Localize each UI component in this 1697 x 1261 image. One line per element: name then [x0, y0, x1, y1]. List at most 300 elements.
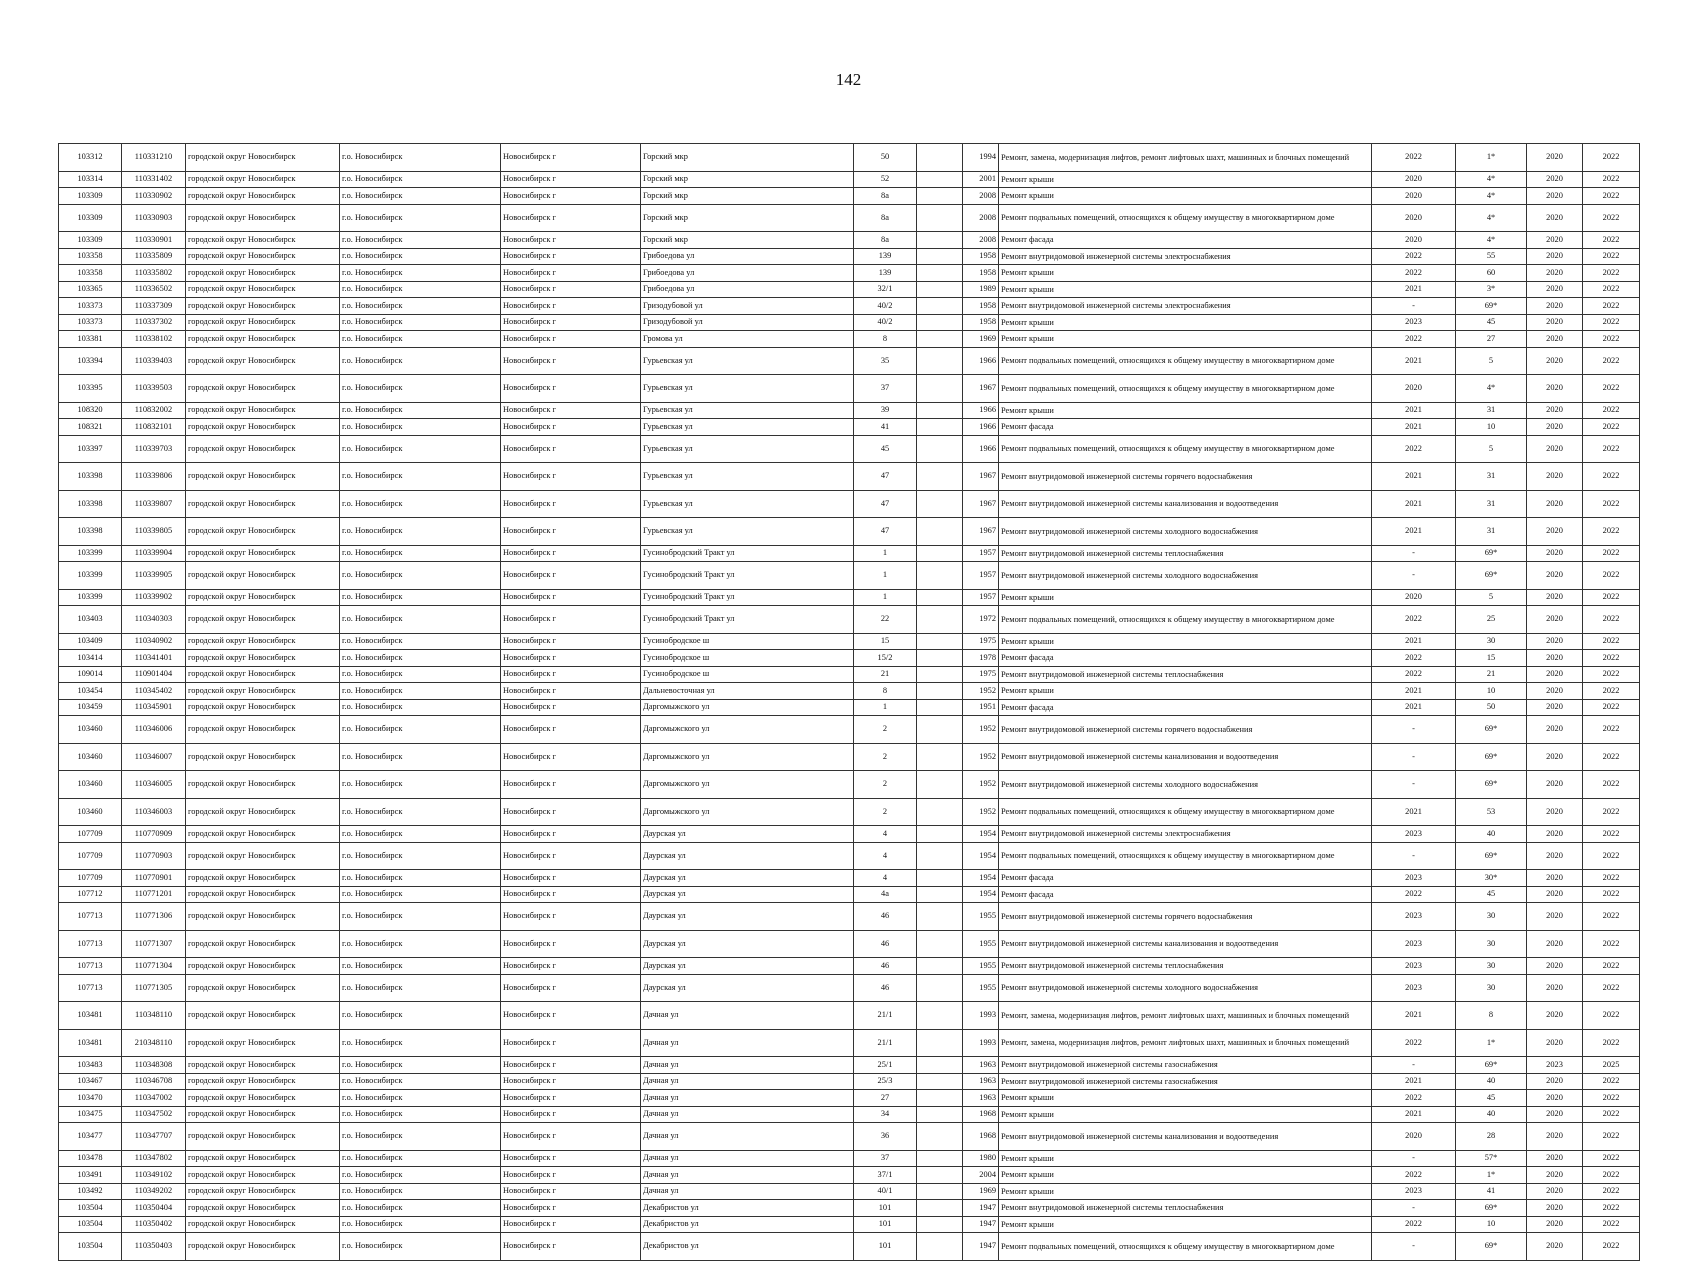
cell-settlement: Новосибирск г — [501, 248, 641, 265]
cell-period-end: 2022 — [1583, 1216, 1640, 1233]
cell-period-end: 2022 — [1583, 974, 1640, 1002]
table-row — [59, 545, 1640, 562]
cell-program-code: 110348110 — [122, 1002, 186, 1030]
cell-house-number: 40/2 — [854, 314, 917, 331]
cell-city-district: г.о. Новосибирск — [340, 903, 501, 931]
cell-settlement: Новосибирск г — [501, 265, 641, 282]
cell-reason-code: 55 — [1456, 248, 1527, 265]
cell-municipality: городской округ Новосибирск — [186, 435, 340, 463]
cell-house-number: 46 — [854, 903, 917, 931]
cell-house-id: 107709 — [59, 870, 122, 887]
cell-work-type: Ремонт внутридомовой инженерной системы электроснабжения — [999, 248, 1372, 265]
cell-reason-code: 31 — [1456, 490, 1527, 518]
cell-period-start: 2020 — [1527, 463, 1583, 491]
cell-plan-year: 2022 — [1372, 886, 1456, 903]
cell-work-type: Ремонт подвальных помещений, относящихся к общему имуществу в многоквартирном доме — [999, 347, 1372, 375]
cell-settlement: Новосибирск г — [501, 1106, 641, 1123]
cell-house-id: 103395 — [59, 375, 122, 403]
cell-house-number: 1 — [854, 562, 917, 590]
cell-house-id: 103460 — [59, 716, 122, 744]
cell-build-year: 2008 — [963, 188, 999, 205]
table-row — [59, 886, 1640, 903]
cell-reason-code: 60 — [1456, 265, 1527, 282]
cell-plan-year: 2022 — [1372, 666, 1456, 683]
cell-street: Гурьевская ул — [641, 419, 854, 436]
cell-period-end: 2022 — [1583, 562, 1640, 590]
cell-work-type: Ремонт внутридомовой инженерной системы холодного водоснабжения — [999, 518, 1372, 546]
cell-house-id: 103358 — [59, 265, 122, 282]
cell-street: Гурьевская ул — [641, 402, 854, 419]
cell-program-code: 110346005 — [122, 771, 186, 799]
cell-municipality: городской округ Новосибирск — [186, 1057, 340, 1074]
cell-house-id: 103460 — [59, 771, 122, 799]
cell-plan-year: 2023 — [1372, 1183, 1456, 1200]
cell-street: Даурская ул — [641, 886, 854, 903]
table-row — [59, 248, 1640, 265]
cell-house-id: 103478 — [59, 1150, 122, 1167]
cell-plan-year: - — [1372, 771, 1456, 799]
cell-build-year: 1952 — [963, 683, 999, 700]
cell-municipality: городской округ Новосибирск — [186, 870, 340, 887]
cell-street: Дачная ул — [641, 1057, 854, 1074]
cell-program-code: 110337309 — [122, 298, 186, 315]
cell-build-year: 1963 — [963, 1073, 999, 1090]
table-row — [59, 281, 1640, 298]
cell-period-start: 2020 — [1527, 650, 1583, 667]
cell-period-end: 2022 — [1583, 589, 1640, 606]
cell-house-number: 101 — [854, 1200, 917, 1217]
cell-build-year: 1954 — [963, 826, 999, 843]
cell-program-code: 110345901 — [122, 699, 186, 716]
cell-build-year: 1967 — [963, 490, 999, 518]
cell-city-district: г.о. Новосибирск — [340, 1183, 501, 1200]
cell-settlement: Новосибирск г — [501, 903, 641, 931]
cell-municipality: городской округ Новосибирск — [186, 314, 340, 331]
cell-build-year: 1954 — [963, 842, 999, 870]
cell-municipality: городской округ Новосибирск — [186, 144, 340, 172]
cell-program-code: 110771305 — [122, 974, 186, 1002]
cell-street: Гурьевская ул — [641, 518, 854, 546]
cell-municipality: городской округ Новосибирск — [186, 1090, 340, 1107]
cell-house-id: 107713 — [59, 930, 122, 958]
cell-street: Даурская ул — [641, 870, 854, 887]
table-row — [59, 870, 1640, 887]
cell-street: Гурьевская ул — [641, 463, 854, 491]
cell-build-year: 1966 — [963, 402, 999, 419]
cell-building — [917, 743, 963, 771]
cell-program-code: 110346006 — [122, 716, 186, 744]
cell-street: Гризодубовой ул — [641, 298, 854, 315]
cell-reason-code: 30 — [1456, 903, 1527, 931]
cell-city-district: г.о. Новосибирск — [340, 331, 501, 348]
cell-period-end: 2022 — [1583, 375, 1640, 403]
table-row — [59, 402, 1640, 419]
cell-work-type: Ремонт крыши — [999, 171, 1372, 188]
cell-program-code: 110331210 — [122, 144, 186, 172]
cell-period-start: 2020 — [1527, 232, 1583, 249]
cell-municipality: городской округ Новосибирск — [186, 930, 340, 958]
cell-settlement: Новосибирск г — [501, 771, 641, 799]
cell-building — [917, 1150, 963, 1167]
cell-period-start: 2020 — [1527, 1123, 1583, 1151]
cell-house-number: 1 — [854, 589, 917, 606]
table-row — [59, 562, 1640, 590]
cell-work-type: Ремонт подвальных помещений, относящихся к общему имуществу в многоквартирном доме — [999, 1233, 1372, 1261]
cell-building — [917, 771, 963, 799]
table-row — [59, 1200, 1640, 1217]
cell-city-district: г.о. Новосибирск — [340, 1002, 501, 1030]
cell-plan-year: 2023 — [1372, 826, 1456, 843]
cell-settlement: Новосибирск г — [501, 298, 641, 315]
cell-build-year: 1955 — [963, 974, 999, 1002]
cell-municipality: городской округ Новосибирск — [186, 545, 340, 562]
cell-period-end: 2022 — [1583, 281, 1640, 298]
cell-city-district: г.о. Новосибирск — [340, 232, 501, 249]
cell-settlement: Новосибирск г — [501, 798, 641, 826]
cell-building — [917, 1090, 963, 1107]
cell-build-year: 1954 — [963, 886, 999, 903]
cell-reason-code: 53 — [1456, 798, 1527, 826]
cell-period-start: 2020 — [1527, 842, 1583, 870]
cell-street: Даурская ул — [641, 842, 854, 870]
cell-period-end: 2022 — [1583, 545, 1640, 562]
cell-building — [917, 1073, 963, 1090]
cell-settlement: Новосибирск г — [501, 463, 641, 491]
cell-work-type: Ремонт крыши — [999, 1216, 1372, 1233]
cell-reason-code: 50 — [1456, 699, 1527, 716]
cell-municipality: городской округ Новосибирск — [186, 974, 340, 1002]
cell-program-code: 110771304 — [122, 958, 186, 975]
cell-municipality: городской округ Новосибирск — [186, 232, 340, 249]
table-row — [59, 633, 1640, 650]
cell-building — [917, 347, 963, 375]
cell-build-year: 1993 — [963, 1002, 999, 1030]
cell-program-code: 110771307 — [122, 930, 186, 958]
cell-reason-code: 5 — [1456, 347, 1527, 375]
cell-period-start: 2020 — [1527, 870, 1583, 887]
cell-plan-year: - — [1372, 298, 1456, 315]
cell-program-code: 110770903 — [122, 842, 186, 870]
cell-reason-code: 1* — [1456, 1029, 1527, 1057]
cell-program-code: 110347502 — [122, 1106, 186, 1123]
cell-house-number: 39 — [854, 402, 917, 419]
cell-plan-year: 2022 — [1372, 435, 1456, 463]
cell-period-end: 2022 — [1583, 606, 1640, 634]
cell-reason-code: 69* — [1456, 1233, 1527, 1261]
cell-work-type: Ремонт внутридомовой инженерной системы газоснабжения — [999, 1073, 1372, 1090]
cell-build-year: 1967 — [963, 518, 999, 546]
cell-city-district: г.о. Новосибирск — [340, 298, 501, 315]
cell-reason-code: 1* — [1456, 144, 1527, 172]
cell-work-type: Ремонт крыши — [999, 402, 1372, 419]
cell-build-year: 1952 — [963, 798, 999, 826]
cell-street: Грибоедова ул — [641, 281, 854, 298]
cell-settlement: Новосибирск г — [501, 1029, 641, 1057]
cell-settlement: Новосибирск г — [501, 347, 641, 375]
cell-municipality: городской округ Новосибирск — [186, 903, 340, 931]
cell-period-start: 2020 — [1527, 930, 1583, 958]
cell-reason-code: 10 — [1456, 419, 1527, 436]
cell-house-number: 46 — [854, 974, 917, 1002]
cell-city-district: г.о. Новосибирск — [340, 314, 501, 331]
cell-city-district: г.о. Новосибирск — [340, 463, 501, 491]
cell-work-type: Ремонт подвальных помещений, относящихся к общему имуществу в многоквартирном доме — [999, 375, 1372, 403]
cell-street: Гусинобродское ш — [641, 666, 854, 683]
cell-house-id: 107712 — [59, 886, 122, 903]
cell-house-number: 8а — [854, 188, 917, 205]
cell-period-end: 2022 — [1583, 666, 1640, 683]
cell-reason-code: 69* — [1456, 545, 1527, 562]
cell-city-district: г.о. Новосибирск — [340, 402, 501, 419]
cell-house-id: 103309 — [59, 232, 122, 249]
cell-street: Декабристов ул — [641, 1233, 854, 1261]
cell-municipality: городской округ Новосибирск — [186, 1183, 340, 1200]
cell-plan-year: 2021 — [1372, 798, 1456, 826]
cell-reason-code: 31 — [1456, 463, 1527, 491]
cell-street: Громова ул — [641, 331, 854, 348]
cell-building — [917, 518, 963, 546]
table-row — [59, 1029, 1640, 1057]
cell-municipality: городской округ Новосибирск — [186, 1002, 340, 1030]
cell-period-end: 2022 — [1583, 1073, 1640, 1090]
cell-build-year: 1975 — [963, 666, 999, 683]
cell-period-start: 2020 — [1527, 562, 1583, 590]
cell-plan-year: 2022 — [1372, 265, 1456, 282]
table-row — [59, 331, 1640, 348]
cell-house-id: 103399 — [59, 589, 122, 606]
cell-house-number: 101 — [854, 1233, 917, 1261]
table-row — [59, 650, 1640, 667]
cell-house-number: 15/2 — [854, 650, 917, 667]
cell-building — [917, 314, 963, 331]
cell-plan-year: 2020 — [1372, 1123, 1456, 1151]
cell-house-number: 4 — [854, 826, 917, 843]
table-row — [59, 798, 1640, 826]
cell-municipality: городской округ Новосибирск — [186, 699, 340, 716]
cell-street: Гусинобродский Тракт ул — [641, 606, 854, 634]
cell-house-number: 34 — [854, 1106, 917, 1123]
cell-plan-year: 2023 — [1372, 870, 1456, 887]
cell-plan-year: 2021 — [1372, 518, 1456, 546]
cell-program-code: 110339403 — [122, 347, 186, 375]
cell-work-type: Ремонт подвальных помещений, относящихся к общему имуществу в многоквартирном доме — [999, 842, 1372, 870]
cell-building — [917, 842, 963, 870]
cell-program-code: 110338102 — [122, 331, 186, 348]
cell-period-end: 2022 — [1583, 699, 1640, 716]
cell-house-id: 107713 — [59, 974, 122, 1002]
cell-work-type: Ремонт внутридомовой инженерной системы канализования и водоотведения — [999, 490, 1372, 518]
cell-period-end: 2022 — [1583, 347, 1640, 375]
cell-period-start: 2020 — [1527, 204, 1583, 232]
cell-reason-code: 41 — [1456, 1183, 1527, 1200]
cell-building — [917, 419, 963, 436]
cell-period-end: 2022 — [1583, 1090, 1640, 1107]
cell-municipality: городской округ Новосибирск — [186, 771, 340, 799]
cell-work-type: Ремонт внутридомовой инженерной системы теплоснабжения — [999, 1200, 1372, 1217]
cell-period-start: 2020 — [1527, 1233, 1583, 1261]
cell-settlement: Новосибирск г — [501, 232, 641, 249]
cell-period-end: 2022 — [1583, 633, 1640, 650]
cell-reason-code: 21 — [1456, 666, 1527, 683]
cell-city-district: г.о. Новосибирск — [340, 490, 501, 518]
cell-street: Даурская ул — [641, 958, 854, 975]
cell-reason-code: 69* — [1456, 842, 1527, 870]
cell-building — [917, 490, 963, 518]
table-row — [59, 314, 1640, 331]
cell-reason-code: 69* — [1456, 771, 1527, 799]
cell-work-type: Ремонт фасада — [999, 419, 1372, 436]
cell-period-start: 2023 — [1527, 1057, 1583, 1074]
cell-work-type: Ремонт внутридомовой инженерной системы теплоснабжения — [999, 545, 1372, 562]
cell-city-district: г.о. Новосибирск — [340, 886, 501, 903]
cell-plan-year: - — [1372, 1150, 1456, 1167]
cell-settlement: Новосибирск г — [501, 188, 641, 205]
cell-house-id: 103459 — [59, 699, 122, 716]
cell-plan-year: - — [1372, 743, 1456, 771]
cell-street: Гризодубовой ул — [641, 314, 854, 331]
cell-city-district: г.о. Новосибирск — [340, 281, 501, 298]
cell-reason-code: 30 — [1456, 633, 1527, 650]
cell-period-end: 2022 — [1583, 204, 1640, 232]
cell-building — [917, 666, 963, 683]
cell-build-year: 1958 — [963, 298, 999, 315]
cell-reason-code: 31 — [1456, 518, 1527, 546]
cell-period-end: 2022 — [1583, 650, 1640, 667]
cell-street: Даурская ул — [641, 974, 854, 1002]
cell-period-start: 2020 — [1527, 958, 1583, 975]
cell-city-district: г.о. Новосибирск — [340, 347, 501, 375]
cell-reason-code: 40 — [1456, 826, 1527, 843]
cell-building — [917, 435, 963, 463]
table-row — [59, 463, 1640, 491]
cell-city-district: г.о. Новосибирск — [340, 683, 501, 700]
table-row — [59, 826, 1640, 843]
cell-program-code: 110339703 — [122, 435, 186, 463]
cell-street: Декабристов ул — [641, 1200, 854, 1217]
cell-period-end: 2022 — [1583, 826, 1640, 843]
cell-plan-year: 2022 — [1372, 331, 1456, 348]
cell-build-year: 1993 — [963, 1029, 999, 1057]
cell-house-id: 103398 — [59, 463, 122, 491]
cell-building — [917, 716, 963, 744]
cell-house-number: 52 — [854, 171, 917, 188]
cell-municipality: городской округ Новосибирск — [186, 331, 340, 348]
table-row — [59, 1073, 1640, 1090]
cell-program-code: 110346003 — [122, 798, 186, 826]
cell-municipality: городской округ Новосибирск — [186, 204, 340, 232]
cell-house-id: 103467 — [59, 1073, 122, 1090]
cell-settlement: Новосибирск г — [501, 1123, 641, 1151]
cell-city-district: г.о. Новосибирск — [340, 545, 501, 562]
cell-plan-year: 2022 — [1372, 1090, 1456, 1107]
cell-house-id: 103475 — [59, 1106, 122, 1123]
cell-city-district: г.о. Новосибирск — [340, 1216, 501, 1233]
cell-house-number: 40/2 — [854, 298, 917, 315]
cell-municipality: городской округ Новосибирск — [186, 281, 340, 298]
cell-build-year: 1989 — [963, 281, 999, 298]
cell-work-type: Ремонт внутридомовой инженерной системы канализования и водоотведения — [999, 743, 1372, 771]
cell-building — [917, 1106, 963, 1123]
cell-plan-year: 2021 — [1372, 490, 1456, 518]
cell-city-district: г.о. Новосибирск — [340, 842, 501, 870]
cell-program-code: 110335809 — [122, 248, 186, 265]
cell-city-district: г.о. Новосибирск — [340, 589, 501, 606]
cell-house-id: 103309 — [59, 188, 122, 205]
cell-settlement: Новосибирск г — [501, 666, 641, 683]
cell-city-district: г.о. Новосибирск — [340, 518, 501, 546]
cell-period-end: 2022 — [1583, 1167, 1640, 1184]
cell-plan-year: 2021 — [1372, 347, 1456, 375]
cell-period-start: 2020 — [1527, 826, 1583, 843]
cell-settlement: Новосибирск г — [501, 435, 641, 463]
cell-settlement: Новосибирск г — [501, 375, 641, 403]
cell-settlement: Новосибирск г — [501, 589, 641, 606]
cell-period-start: 2020 — [1527, 589, 1583, 606]
cell-house-id: 103409 — [59, 633, 122, 650]
cell-work-type: Ремонт, замена, модернизация лифтов, ремонт лифтовых шахт, машинных и блочных помещений — [999, 1002, 1372, 1030]
cell-period-start: 2020 — [1527, 490, 1583, 518]
cell-program-code: 210348110 — [122, 1029, 186, 1057]
cell-build-year: 1975 — [963, 633, 999, 650]
page-number: 142 — [835, 70, 862, 89]
cell-house-number: 27 — [854, 1090, 917, 1107]
cell-period-start: 2020 — [1527, 633, 1583, 650]
cell-reason-code: 57* — [1456, 1150, 1527, 1167]
cell-municipality: городской округ Новосибирск — [186, 1216, 340, 1233]
cell-house-id: 103312 — [59, 144, 122, 172]
cell-reason-code: 1* — [1456, 1167, 1527, 1184]
cell-reason-code: 5 — [1456, 435, 1527, 463]
cell-period-start: 2020 — [1527, 743, 1583, 771]
cell-municipality: городской округ Новосибирск — [186, 265, 340, 282]
cell-build-year: 1952 — [963, 716, 999, 744]
cell-house-number: 8а — [854, 232, 917, 249]
cell-plan-year: - — [1372, 545, 1456, 562]
cell-settlement: Новосибирск г — [501, 402, 641, 419]
cell-house-id: 103504 — [59, 1200, 122, 1217]
cell-program-code: 110339902 — [122, 589, 186, 606]
cell-reason-code: 45 — [1456, 1090, 1527, 1107]
cell-period-end: 2022 — [1583, 1183, 1640, 1200]
cell-city-district: г.о. Новосибирск — [340, 1106, 501, 1123]
cell-municipality: городской округ Новосибирск — [186, 188, 340, 205]
cell-settlement: Новосибирск г — [501, 314, 641, 331]
cell-program-code: 110330903 — [122, 204, 186, 232]
cell-plan-year: 2021 — [1372, 419, 1456, 436]
cell-reason-code: 31 — [1456, 402, 1527, 419]
cell-plan-year: 2021 — [1372, 281, 1456, 298]
cell-period-start: 2020 — [1527, 1183, 1583, 1200]
cell-program-code: 110345402 — [122, 683, 186, 700]
cell-reason-code: 69* — [1456, 743, 1527, 771]
cell-build-year: 1969 — [963, 331, 999, 348]
cell-building — [917, 958, 963, 975]
cell-work-type: Ремонт крыши — [999, 1167, 1372, 1184]
cell-program-code: 110350403 — [122, 1233, 186, 1261]
cell-street: Дачная ул — [641, 1090, 854, 1107]
cell-municipality: городской округ Новосибирск — [186, 1029, 340, 1057]
cell-plan-year: 2020 — [1372, 188, 1456, 205]
cell-city-district: г.о. Новосибирск — [340, 435, 501, 463]
table-row — [59, 771, 1640, 799]
cell-city-district: г.о. Новосибирск — [340, 144, 501, 172]
cell-house-id: 103454 — [59, 683, 122, 700]
cell-settlement: Новосибирск г — [501, 1167, 641, 1184]
cell-house-number: 2 — [854, 798, 917, 826]
cell-period-end: 2022 — [1583, 930, 1640, 958]
table-row — [59, 347, 1640, 375]
cell-program-code: 110347002 — [122, 1090, 186, 1107]
